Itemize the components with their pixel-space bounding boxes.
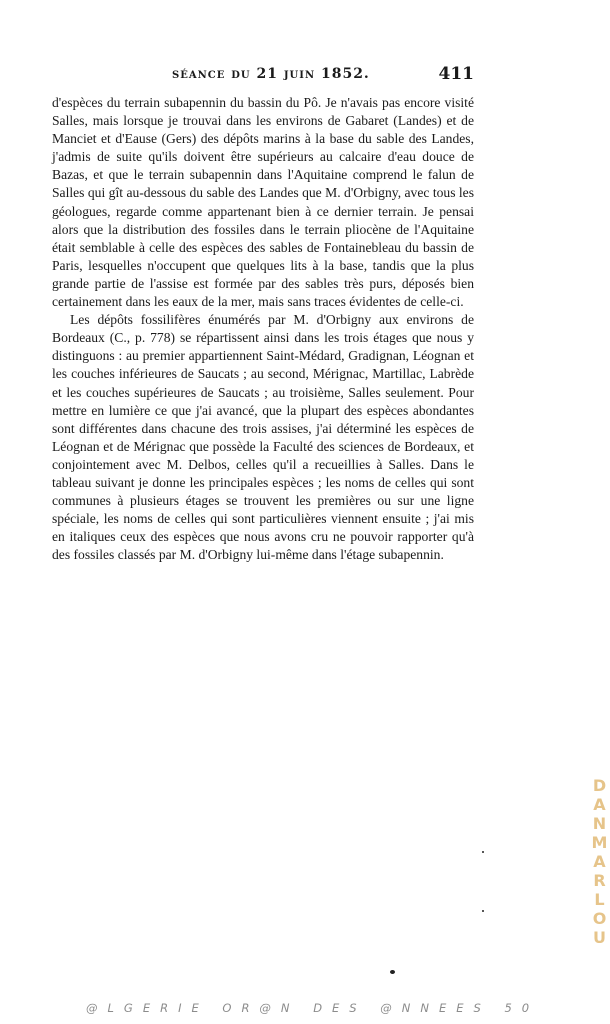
paragraph-1-text: d'espèces du terrain subapennin du bassin du Pô. Je n'avais pas encore visité Salles, mais lorsque je trouvai dans les environs de Gabaret (Landes) et de Manciet et d'Eause (Gers) des dépôts marins à la base du sable des Landes, j'admis de suite qu'ils doivent être supérieurs au calcaire d'eau douce de Bazas, et que le terrain subapennin dans l'Aquitaine comprend le falun de Salles qui gît au-dessous du sable des Landes que M. d'Orbigny, avec tous les géologues, regarde comme appartenant bien à ce dernier terrain. Je pensai alors que la distribution des fossiles dans le terrain pliocène de l'Aquitaine était semblable à celle des espèces des sables de Fontainebleau du bassin de Paris, lesquelles n'occupent que quelques lits à la base, tandis que la plus grande partie de l'assise est formée par des sables très purs, déposés bien certainement dans les eaux de la mer, mais sans traces évidentes de celle-ci. xyxy=(52,95,474,310)
side-watermark: DANMARLOU xyxy=(590,776,609,947)
paragraph-2-text: Les dépôts fossilifères énumérés par M. d'Orbigny aux environs de Bordeaux (C., p. 778) se répartissent ainsi dans les trois étages que nous y distinguons : au premier appartiennent Saint-Médard, Gradignan, Léognan et les couches inférieures de Saucats ; au second, Mérignac, Martillac, Labrède et les couches supérieures de Saucats ; au troisième, Salles seulement. Pour mettre en lumière ce que j'ai avancé, que la plupart des espèces abondantes sont différentes dans chacune des trois assises, j'ai déterminé les espèces de Léognan et de Mérignac que possède la Faculté des sciences de Bordeaux, et conjointement avec M. Delbos, celles qu'il a recueillies à Salles. Dans le tableau suivant je donne les principales espèces ; les noms de celles qui sont communes à plusieurs étages se trouvent les premières ou sur une ligne spéciale, les noms de celles qui sont particulières viennent ensuite ; j'ai mis en italiques ceux des espèces que nous avons cru ne pouvoir rapporter qu'à des fossiles classés par M. d'Orbigny lui-même dans l'étage subapennin. xyxy=(52,312,474,563)
ink-speck xyxy=(390,970,395,974)
body-text xyxy=(52,94,474,564)
ink-speck xyxy=(482,851,484,853)
ink-speck xyxy=(482,910,484,912)
running-head: séance du 21 juin 1852. xyxy=(172,66,370,82)
page-number: 411 xyxy=(438,64,474,84)
paragraph-2 xyxy=(52,311,474,564)
page-header xyxy=(52,66,474,86)
footer-watermark: @LGERIE OR@N DES @NNEES 50 xyxy=(86,1001,540,1015)
paragraph-1 xyxy=(52,94,474,311)
